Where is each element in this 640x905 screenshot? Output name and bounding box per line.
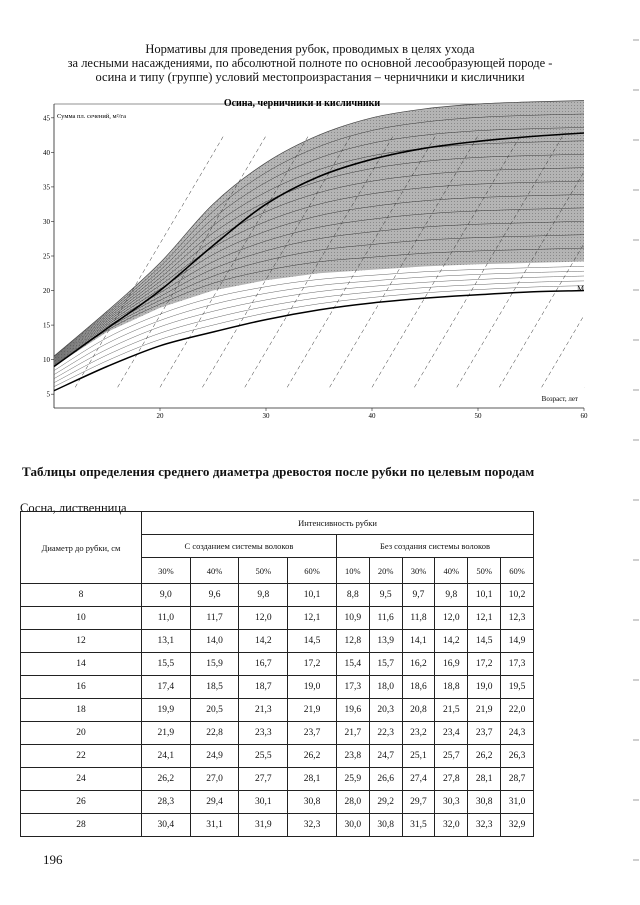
value-cell: 30,8 bbox=[369, 814, 402, 837]
value-cell: 27,8 bbox=[435, 768, 468, 791]
table-row bbox=[21, 630, 534, 653]
value-cell: 14,9 bbox=[501, 630, 534, 653]
intensity-without-4: 50% bbox=[468, 558, 501, 584]
value-cell: 19,6 bbox=[336, 699, 369, 722]
with-skid-trails-header: С созданием системы волоков bbox=[142, 535, 337, 558]
y-tick-label: 45 bbox=[43, 114, 50, 123]
value-cell: 23,7 bbox=[288, 722, 337, 745]
value-cell: 26,6 bbox=[369, 768, 402, 791]
x-tick-label: 50 bbox=[474, 412, 482, 420]
diameter-cell: 20 bbox=[21, 722, 142, 745]
x-tick-label: 20 bbox=[156, 412, 164, 420]
value-cell: 21,9 bbox=[142, 722, 191, 745]
value-cell: 31,5 bbox=[402, 814, 435, 837]
value-cell: 9,8 bbox=[239, 584, 288, 607]
without-skid-trails-header: Без создания системы волоков bbox=[336, 535, 533, 558]
value-cell: 23,4 bbox=[435, 722, 468, 745]
title-line-3: осина и типу (группе) условий местопроизрастания – черничники и кисличники bbox=[95, 70, 525, 84]
value-cell: 29,7 bbox=[402, 791, 435, 814]
value-cell: 17,3 bbox=[501, 653, 534, 676]
species-label: Сосна, лиственница bbox=[20, 501, 127, 515]
value-cell: 17,2 bbox=[468, 653, 501, 676]
value-cell: 28,1 bbox=[288, 768, 337, 791]
y-tick-label: 40 bbox=[43, 148, 50, 157]
intensity-without-2: 30% bbox=[402, 558, 435, 584]
value-cell: 14,2 bbox=[435, 630, 468, 653]
table-row bbox=[21, 584, 534, 607]
diameter-cell: 14 bbox=[21, 653, 142, 676]
intensity-without-3: 40% bbox=[435, 558, 468, 584]
value-cell: 10,9 bbox=[336, 607, 369, 630]
value-cell: 24,1 bbox=[142, 745, 191, 768]
table-row bbox=[21, 607, 534, 630]
diameter-cell: 10 bbox=[21, 607, 142, 630]
value-cell: 19,0 bbox=[288, 676, 337, 699]
series-label-M: М bbox=[577, 284, 585, 293]
value-cell: 22,3 bbox=[369, 722, 402, 745]
value-cell: 23,2 bbox=[402, 722, 435, 745]
value-cell: 21,9 bbox=[468, 699, 501, 722]
value-cell: 18,7 bbox=[239, 676, 288, 699]
value-cell: 23,3 bbox=[239, 722, 288, 745]
value-cell: 28,1 bbox=[468, 768, 501, 791]
value-cell: 25,9 bbox=[336, 768, 369, 791]
value-cell: 27,7 bbox=[239, 768, 288, 791]
value-cell: 30,4 bbox=[142, 814, 191, 837]
value-cell: 32,3 bbox=[468, 814, 501, 837]
table-row bbox=[21, 768, 534, 791]
value-cell: 9,5 bbox=[369, 584, 402, 607]
table-row bbox=[21, 699, 534, 722]
value-cell: 19,0 bbox=[468, 676, 501, 699]
x-tick-label: 40 bbox=[368, 412, 376, 420]
value-cell: 20,3 bbox=[369, 699, 402, 722]
value-cell: 18,6 bbox=[402, 676, 435, 699]
intensity-without-0: 10% bbox=[336, 558, 369, 584]
intensity-with-2: 50% bbox=[239, 558, 288, 584]
value-cell: 24,9 bbox=[190, 745, 239, 768]
y-tick-label: 10 bbox=[43, 356, 50, 365]
value-cell: 14,0 bbox=[190, 630, 239, 653]
value-cell: 11,8 bbox=[402, 607, 435, 630]
value-cell: 14,1 bbox=[402, 630, 435, 653]
value-cell: 16,9 bbox=[435, 653, 468, 676]
value-cell: 12,1 bbox=[288, 607, 337, 630]
value-cell: 24,3 bbox=[501, 722, 534, 745]
value-cell: 28,3 bbox=[142, 791, 191, 814]
shaded-target-band bbox=[54, 101, 584, 367]
value-cell: 30,8 bbox=[288, 791, 337, 814]
value-cell: 12,3 bbox=[501, 607, 534, 630]
value-cell: 23,8 bbox=[336, 745, 369, 768]
value-cell: 19,9 bbox=[142, 699, 191, 722]
value-cell: 11,0 bbox=[142, 607, 191, 630]
value-cell: 15,4 bbox=[336, 653, 369, 676]
intensity-header: Интенсивность рубки bbox=[142, 512, 534, 535]
value-cell: 14,5 bbox=[468, 630, 501, 653]
intensity-without-1: 20% bbox=[369, 558, 402, 584]
value-cell: 25,7 bbox=[435, 745, 468, 768]
diameter-cell: 18 bbox=[21, 699, 142, 722]
value-cell: 27,0 bbox=[190, 768, 239, 791]
diameter-cell: 12 bbox=[21, 630, 142, 653]
document-title bbox=[20, 42, 600, 84]
value-cell: 27,4 bbox=[402, 768, 435, 791]
value-cell: 18,0 bbox=[369, 676, 402, 699]
table-row bbox=[21, 653, 534, 676]
page-edge-marks bbox=[630, 0, 640, 905]
diameter-cell: 22 bbox=[21, 745, 142, 768]
table-row bbox=[21, 722, 534, 745]
value-cell: 26,2 bbox=[288, 745, 337, 768]
value-cell: 13,1 bbox=[142, 630, 191, 653]
intensity-without-5: 60% bbox=[501, 558, 534, 584]
value-cell: 28,0 bbox=[336, 791, 369, 814]
value-cell: 25,5 bbox=[239, 745, 288, 768]
value-cell: 15,5 bbox=[142, 653, 191, 676]
value-cell: 15,9 bbox=[190, 653, 239, 676]
value-cell: 29,2 bbox=[369, 791, 402, 814]
value-cell: 29,4 bbox=[190, 791, 239, 814]
y-tick-label: 25 bbox=[43, 252, 50, 261]
value-cell: 9,0 bbox=[142, 584, 191, 607]
value-cell: 10,1 bbox=[468, 584, 501, 607]
value-cell: 16,7 bbox=[239, 653, 288, 676]
y-tick-label: 20 bbox=[43, 287, 50, 296]
diameter-cell: 28 bbox=[21, 814, 142, 837]
y-tick-label: 5 bbox=[46, 390, 50, 399]
value-cell: 10,1 bbox=[288, 584, 337, 607]
value-cell: 21,3 bbox=[239, 699, 288, 722]
title-line-2: за лесными насаждениями, по абсолютной полноте по основной лесообразующей породе - bbox=[67, 56, 553, 70]
value-cell: 12,0 bbox=[239, 607, 288, 630]
value-cell: 25,1 bbox=[402, 745, 435, 768]
value-cell: 19,5 bbox=[501, 676, 534, 699]
value-cell: 12,0 bbox=[435, 607, 468, 630]
value-cell: 18,5 bbox=[190, 676, 239, 699]
diameter-cell: 8 bbox=[21, 584, 142, 607]
value-cell: 11,7 bbox=[190, 607, 239, 630]
thinning-guide-line bbox=[542, 315, 584, 387]
chart-title: Осина, черничники и кисличники bbox=[223, 98, 381, 109]
value-cell: 9,8 bbox=[435, 584, 468, 607]
value-cell: 9,7 bbox=[402, 584, 435, 607]
stocking-chart bbox=[40, 96, 590, 426]
title-line-1: Нормативы для проведения рубок, проводимых в целях ухода bbox=[145, 42, 475, 56]
value-cell: 13,9 bbox=[369, 630, 402, 653]
value-cell: 26,3 bbox=[501, 745, 534, 768]
value-cell: 16,2 bbox=[402, 653, 435, 676]
value-cell: 23,7 bbox=[468, 722, 501, 745]
thinning-guide-line bbox=[499, 244, 584, 388]
intensity-with-1: 40% bbox=[190, 558, 239, 584]
value-cell: 18,8 bbox=[435, 676, 468, 699]
value-cell: 31,9 bbox=[239, 814, 288, 837]
value-cell: 30,0 bbox=[336, 814, 369, 837]
diameter-table bbox=[20, 511, 534, 837]
value-cell: 14,2 bbox=[239, 630, 288, 653]
row-header: Диаметр до рубки, см bbox=[21, 512, 142, 584]
x-tick-label: 30 bbox=[262, 412, 270, 420]
intensity-with-0: 30% bbox=[142, 558, 191, 584]
y-tick-label: 35 bbox=[43, 183, 50, 192]
value-cell: 15,7 bbox=[369, 653, 402, 676]
stocking-curve-lower bbox=[54, 271, 584, 374]
diameter-cell: 16 bbox=[21, 676, 142, 699]
value-cell: 30,3 bbox=[435, 791, 468, 814]
value-cell: 26,2 bbox=[468, 745, 501, 768]
table-row bbox=[21, 676, 534, 699]
x-axis-label: Возраст, лет bbox=[541, 395, 578, 403]
y-tick-label: 30 bbox=[43, 217, 50, 226]
diameter-cell: 24 bbox=[21, 768, 142, 791]
value-cell: 10,2 bbox=[501, 584, 534, 607]
value-cell: 21,5 bbox=[435, 699, 468, 722]
value-cell: 14,5 bbox=[288, 630, 337, 653]
section-title: Таблицы определения среднего диаметра древостоя после рубки по целевым породам bbox=[22, 464, 535, 479]
value-cell: 9,6 bbox=[190, 584, 239, 607]
value-cell: 31,0 bbox=[501, 791, 534, 814]
table-row bbox=[21, 814, 534, 837]
value-cell: 32,9 bbox=[501, 814, 534, 837]
value-cell: 28,7 bbox=[501, 768, 534, 791]
y-axis-label: Сумма пл. сечений, м²/га bbox=[57, 113, 126, 120]
intensity-with-3: 60% bbox=[288, 558, 337, 584]
value-cell: 32,0 bbox=[435, 814, 468, 837]
table-row bbox=[21, 745, 534, 768]
table-row bbox=[21, 791, 534, 814]
page-number: 196 bbox=[43, 852, 63, 867]
value-cell: 17,2 bbox=[288, 653, 337, 676]
value-cell: 30,8 bbox=[468, 791, 501, 814]
value-cell: 11,6 bbox=[369, 607, 402, 630]
value-cell: 8,8 bbox=[336, 584, 369, 607]
value-cell: 12,8 bbox=[336, 630, 369, 653]
value-cell: 17,4 bbox=[142, 676, 191, 699]
value-cell: 17,3 bbox=[336, 676, 369, 699]
value-cell: 22,0 bbox=[501, 699, 534, 722]
value-cell: 12,1 bbox=[468, 607, 501, 630]
x-tick-label: 60 bbox=[580, 412, 588, 420]
value-cell: 21,9 bbox=[288, 699, 337, 722]
y-tick-label: 15 bbox=[43, 321, 50, 330]
value-cell: 21,7 bbox=[336, 722, 369, 745]
value-cell: 26,2 bbox=[142, 768, 191, 791]
value-cell: 31,1 bbox=[190, 814, 239, 837]
value-cell: 24,7 bbox=[369, 745, 402, 768]
value-cell: 20,8 bbox=[402, 699, 435, 722]
value-cell: 32,3 bbox=[288, 814, 337, 837]
value-cell: 20,5 bbox=[190, 699, 239, 722]
value-cell: 22,8 bbox=[190, 722, 239, 745]
value-cell: 30,1 bbox=[239, 791, 288, 814]
diameter-cell: 26 bbox=[21, 791, 142, 814]
